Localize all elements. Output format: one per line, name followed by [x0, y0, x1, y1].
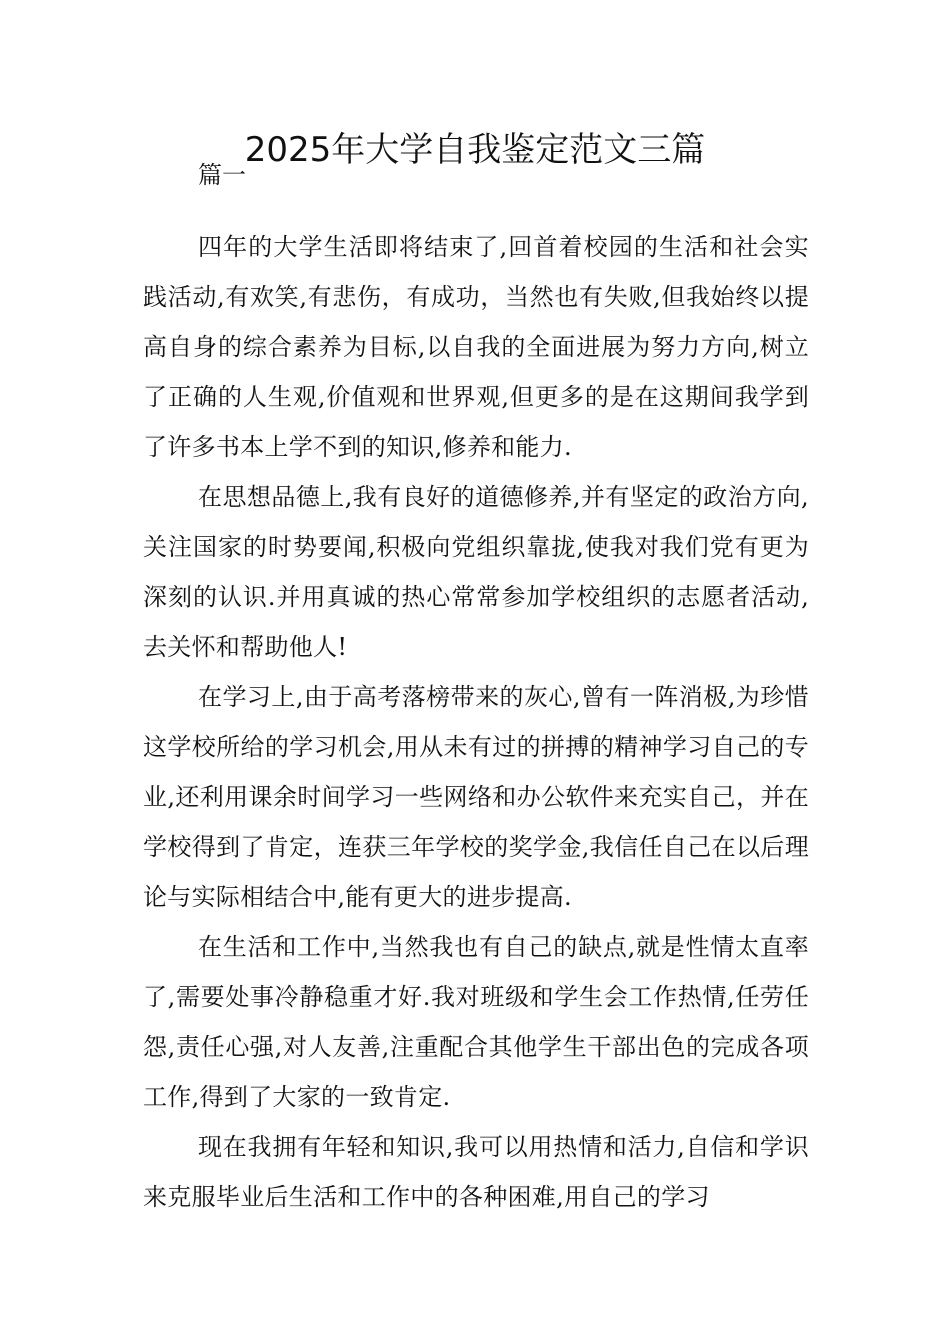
- paragraph-5: 现在我拥有年轻和知识,我可以用热情和活力,自信和学识来克服毕业后生活和工作中的各种困难,用自己的学习: [143, 1133, 809, 1211]
- section-label: 篇一: [198, 161, 246, 189]
- document-title: 2025年大学自我鉴定范文三篇: [244, 130, 706, 170]
- paragraph-3: 在学习上,由于高考落榜带来的灰心,曾有一阵消极,为珍惜这学校所给的学习机会,用从未有过的拼搏的精神学习自己的专业,还利用课余时间学习一些网络和办公软件来充实自己，并在学校得到了肯定，连获三年学校的奖学金,我信任自己在以后理论与实际相结合中,能有更大的进步提高.: [143, 683, 809, 911]
- paragraph-1: 四年的大学生活即将结束了,回首着校园的生活和社会实践活动,有欢笑,有悲伤，有成功，当然也有失败,但我始终以提高自身的综合素养为目标,以自我的全面进展为努力方向,树立了正确的人生观,价值观和世界观,但更多的是在这期间我学到了许多书本上学不到的知识,修养和能力.: [143, 233, 809, 461]
- paragraph-2: 在思想品德上,我有良好的道德修养,并有坚定的政治方向,关注国家的时势要闻,积极向党组织靠拢,使我对我们党有更为深刻的认识.并用真诚的热心常常参加学校组织的志愿者活动,去关怀和帮助他人!: [143, 483, 809, 661]
- paragraph-4: 在生活和工作中,当然我也有自己的缺点,就是性情太直率了,需要处事冷静稳重才好.我对班级和学生会工作热情,任劳任怨,责任心强,对人友善,注重配合其他学生干部出色的完成各项工作,得到了大家的一致肯定.: [143, 933, 809, 1111]
